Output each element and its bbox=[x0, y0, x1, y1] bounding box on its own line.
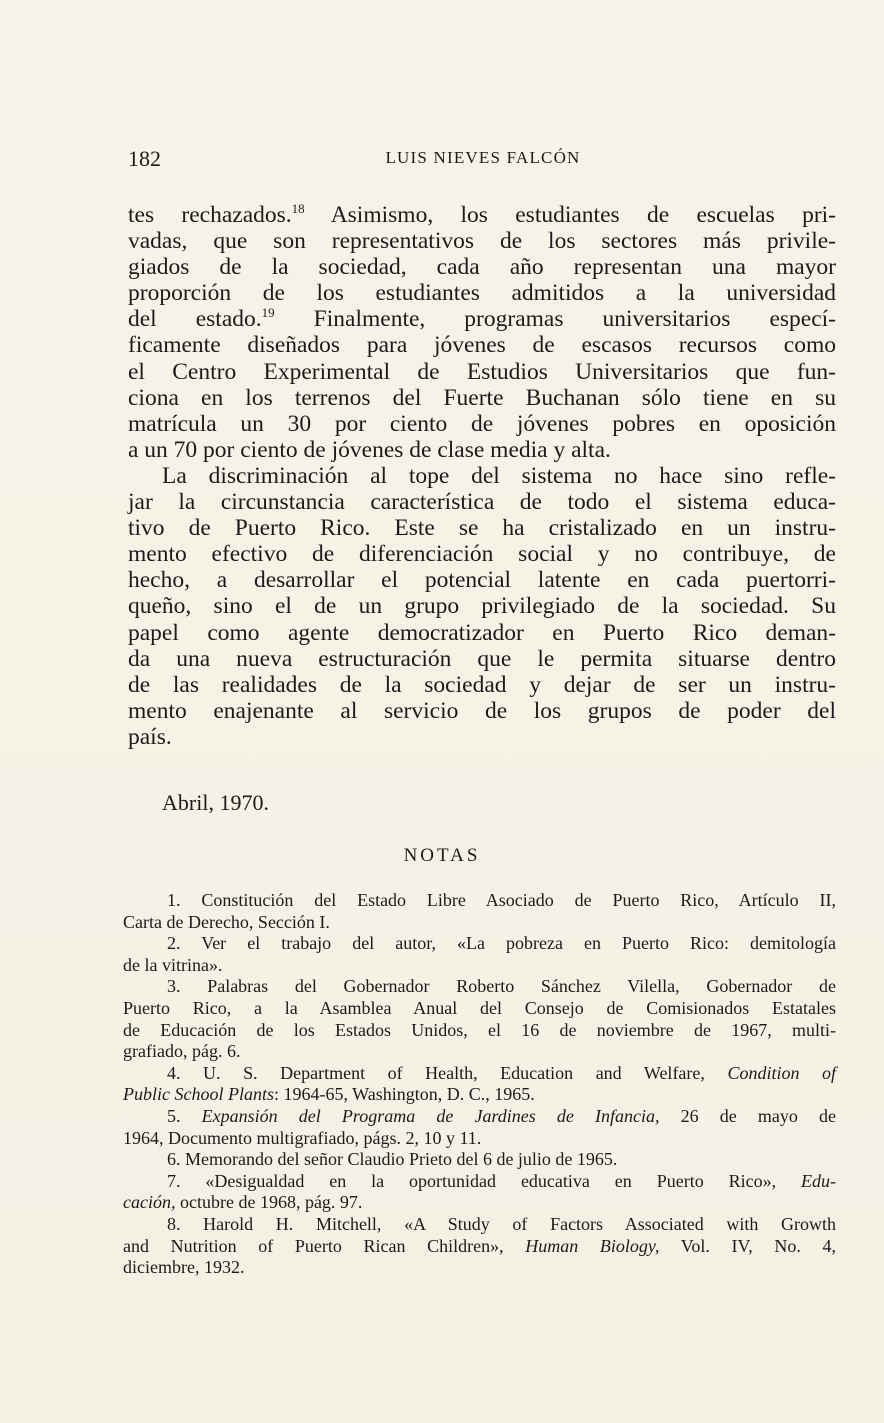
text-line: papel como agente democratizador en Puerto Rico deman- bbox=[128, 619, 836, 646]
note-7: 7. «Desigualdad en la oportunidad educativa en Puerto Rico», Edu- cación, octubre de 1968, pág. 97. bbox=[123, 1170, 836, 1213]
text-line: del estado.$^{19}$ Finalmente, programas universitarios especí- bbox=[128, 305, 837, 333]
note-5: 5. Expansión del Programa de Jardines de Infancia, 26 de mayo de 1964, Documento multigrafiado, págs. 2, 10 y 11. bbox=[123, 1105, 837, 1148]
text-line: país. bbox=[128, 723, 172, 750]
text-line: proporción de los estudiantes admitidos a la universidad bbox=[128, 280, 836, 307]
body-text bbox=[128, 202, 836, 750]
text-line: da una nueva estructuración que le permita situarse dentro bbox=[128, 645, 836, 672]
text-line: giados de la sociedad, cada año representan una mayor bbox=[128, 254, 836, 281]
footnote-ref-19: 19 bbox=[261, 305, 275, 321]
text-line: mento efectivo de diferenciación social y no contribuye, de bbox=[128, 541, 836, 568]
paragraph-1 bbox=[128, 202, 836, 463]
note-4: 4. U. S. Department of Health, Education and Welfare, Condition of Public School Plants: 1964-65, Washington, D. C., 1965. bbox=[123, 1062, 837, 1105]
text-line: hecho, a desarrollar el potencial latente en cada puertorri- bbox=[128, 567, 836, 594]
text-line: tes rechazados.$^{18}$ Asimismo, los estudiantes de escuelas pri- bbox=[128, 201, 836, 228]
text-line: matrícula un 30 por ciento de jóvenes pobres en oposición bbox=[128, 410, 836, 437]
text-line: el Centro Experimental de Estudios Universitarios que fun- bbox=[128, 358, 836, 385]
text-line: mento enajenante al servicio de los grupos de poder del bbox=[128, 697, 836, 724]
note-8: 8. Harold H. Mitchell, «A Study of Factors Associated with Growth and Nutrition of Puerto Rican Children», Human Biology, Vol. IV, No. 4, diciembre, 1932. bbox=[123, 1213, 836, 1278]
text-line: a un 70 por ciento de jóvenes de clase media y alta. bbox=[128, 436, 611, 463]
text-line: de las realidades de la sociedad y dejar de ser un instru- bbox=[128, 671, 836, 698]
paragraph-2 bbox=[128, 463, 836, 750]
text-line: ficamente diseñados para jóvenes de escasos recursos como bbox=[128, 332, 836, 359]
text-line: vadas, que son representativos de los sectores más privile- bbox=[128, 228, 836, 255]
footnote-ref-18: 18 bbox=[291, 201, 305, 216]
text-line: tivo de Puerto Rico. Este se ha cristalizado en un instru- bbox=[128, 515, 836, 542]
text-line: La discriminación al tope del sistema no hace sino refle- bbox=[162, 462, 836, 489]
text-line: queño, sino el de un grupo privilegiado de la sociedad. Su bbox=[128, 593, 836, 620]
date-line: Abril, 1970. bbox=[162, 790, 269, 815]
note-2: 2. Ver el trabajo del autor, «La pobreza en Puerto Rico: demitología de la vitrina». bbox=[123, 933, 836, 975]
notes-list bbox=[123, 890, 836, 1279]
text-line: jar la circunstancia característica de todo el sistema educa- bbox=[128, 489, 836, 516]
page-header bbox=[128, 146, 838, 172]
page-number: 182 bbox=[128, 146, 161, 171]
notes-title: NOTAS bbox=[403, 845, 481, 866]
note-1: 1. Constitución del Estado Libre Asociado de Puerto Rico, Artículo II, Carta de Derecho, Sección I. bbox=[123, 890, 836, 932]
running-head: LUIS NIEVES FALCÓN bbox=[385, 148, 581, 167]
text-line: ciona en los terrenos del Fuerte Buchanan sólo tiene en su bbox=[128, 384, 836, 411]
note-3: 3. Palabras del Gobernador Roberto Sánchez Vilella, Gobernador de Puerto Rico, a la Asamblea Anual del Consejo de Comisionados Estatales de Educación de los Estados Unidos, el 16 de noviembre de 1967, multi- grafiado, pág. 6. bbox=[123, 976, 836, 1062]
note-6: 6. Memorando del señor Claudio Prieto del 6 de julio de 1965. bbox=[167, 1149, 618, 1170]
